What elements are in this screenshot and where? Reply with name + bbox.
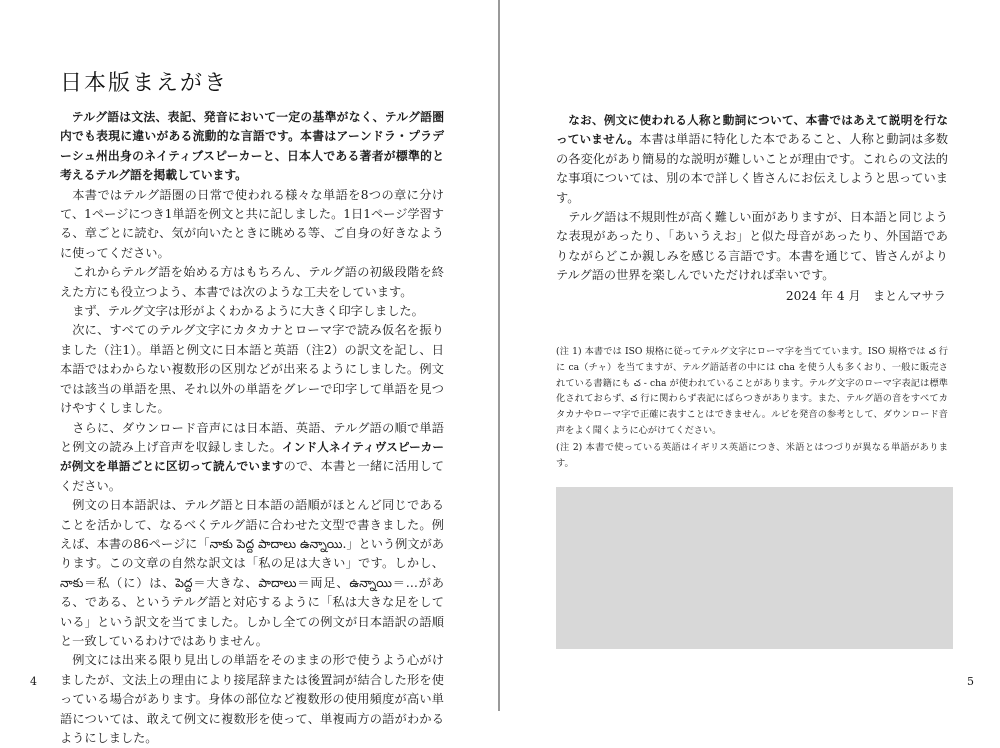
body-paragraph: 例文には出来る限り見出しの単語をそのままの形で使うよう心がけましたが、文法上の理由により接尾辞または後置詞が結合した形を使っている場合があります。身体の部位など複数形の使用頻度が高い単語については、敢えて例文に複数形を使って、単複両方の語がわかるようにしました。 — [60, 653, 444, 745]
page-number: 5 — [967, 675, 974, 688]
right-page — [502, 0, 1000, 711]
footnotes — [556, 344, 948, 472]
paragraph-text: 本書は単語に特化した本であること、人称と動詞は多数の各変化があり簡易的な説明が難しいことが理由です。これらの文法的な事項については、別の本で詳しく皆さんにお伝えしようと思っています。 — [556, 132, 949, 205]
audio-paragraph-emphasis: インド人ネイティヴスピーカーが例文を単語ごとに区切って読んでいます — [60, 439, 444, 474]
body-paragraph — [556, 111, 948, 208]
body-paragraph: テルグ語は不規則性が高く難しい面がありますが、日本語と同じような表現があったり、「あいうえお」と似た母音があったり、外国語でありながらどこか親しみを感じる言語です。本書を通じて、皆さんがよりテルグ語の世界を楽しんでいただければ幸いです。 — [556, 210, 948, 283]
audio-paragraph-tail: ので、本書と一緒に活用してください。 — [60, 459, 444, 493]
chapter-title: 日本版まえがき — [60, 71, 229, 96]
body-paragraph: 次に、すべてのテルグ文字にカタカナとローマ字で読み仮名を振りました（注1）。単語と例文に日本語と英語（注2）の訳文を記し、日本語ではわからない複数形の区別などが出来るようにしました。例文では該当の単語を黒、それ以外の単語をグレーで印字して単語を見つけやすくしました。 — [60, 323, 444, 416]
image-placeholder — [556, 487, 953, 649]
left-page — [0, 0, 498, 745]
page-number: 4 — [30, 675, 37, 688]
body-paragraph: これからテルグ語を始める方はもちろん、テルグ語の初級段階を終えた方にも役立つよう、本書では次のような工夫をしています。 — [60, 265, 444, 299]
footnote: (注 1) 本書では ISO 規格に従ってテルグ文字にローマ字を当てています。ISO 規格では చ 行に ca（チャ）を当てますが、テルグ語話者の中には cha を使う人も多くおり、一般に販売されている書籍にも చ - cha が使われていることがあります。テルグ文字のローマ字表記は標準化されておらず、చ 行に関わらず表記にばらつきがあります。また、テルグ語の音をすべてカタカナやローマ字で正確に表すことはできません。ルビを発音の参考として、ダウンロード音声をよく聞くように心がけてください。 — [556, 346, 948, 436]
body-paragraph: まず、テルグ文字は形がよくわかるように大きく印字しました。 — [72, 304, 424, 319]
body-paragraph: 例文の日本語訳は、テルグ語と日本語の語順がほとんど同じであることを活かして、なるべくテルグ語に合わせた文型で書きました。例えば、本書の86ページに「నాకు పెద్ద పాదాలు ఉన్నాయి.」という例文があります。この文章の自然な訳文は「私の足は大きい」です。しかし、నాకు＝私（に）は、పెద్ద＝大きな、పాదాలు＝両足、ఉన్నాయి＝…がある、である、というテルグ語と対応するように「私は大きな足をしている」という訳文を当てました。しかし全ての例文が日本語訳の語順と一致しているわけではありません。 — [60, 498, 444, 648]
footnote: (注 2) 本書で使っている英語はイギリス英語につき、米語とはつづりが異なる単語があります。 — [556, 441, 948, 469]
left-page-body — [60, 108, 444, 748]
page-gutter — [498, 0, 500, 711]
body-paragraph: 本書ではテルグ語圏の日常で使われる様々な単語を8つの章に分けて、1ページにつき1単語を例文と共に記しました。1日1ページ学習する、章ごとに読む、気が向いたときに眺める等、ご自身の好きなように使ってください。 — [60, 187, 444, 260]
audio-paragraph — [60, 419, 444, 497]
audio-paragraph-text: さらに、ダウンロード音声には日本語、英語、テルグ語の順で単語と例文の読み上げ音声を収録しました。 — [60, 420, 444, 454]
right-page-body — [556, 111, 948, 286]
signature: 2024 年 4 月 まとんマサラ — [785, 289, 946, 303]
paragraph-emphasis: なお、例文に使われる人称と動詞について、本書ではあえて説明を行なっていません。 — [556, 113, 948, 147]
intro-paragraph: テルグ語は文法、表記、発音において一定の基準がなく、テルグ語圏内でも表現に違いがある流動的な言語です。本書はアーンドラ・プラデーシュ州出身のネイティブスピーカーと、日本人である著者が標準的と考えるテルグ語を掲載しています。 — [60, 110, 444, 183]
